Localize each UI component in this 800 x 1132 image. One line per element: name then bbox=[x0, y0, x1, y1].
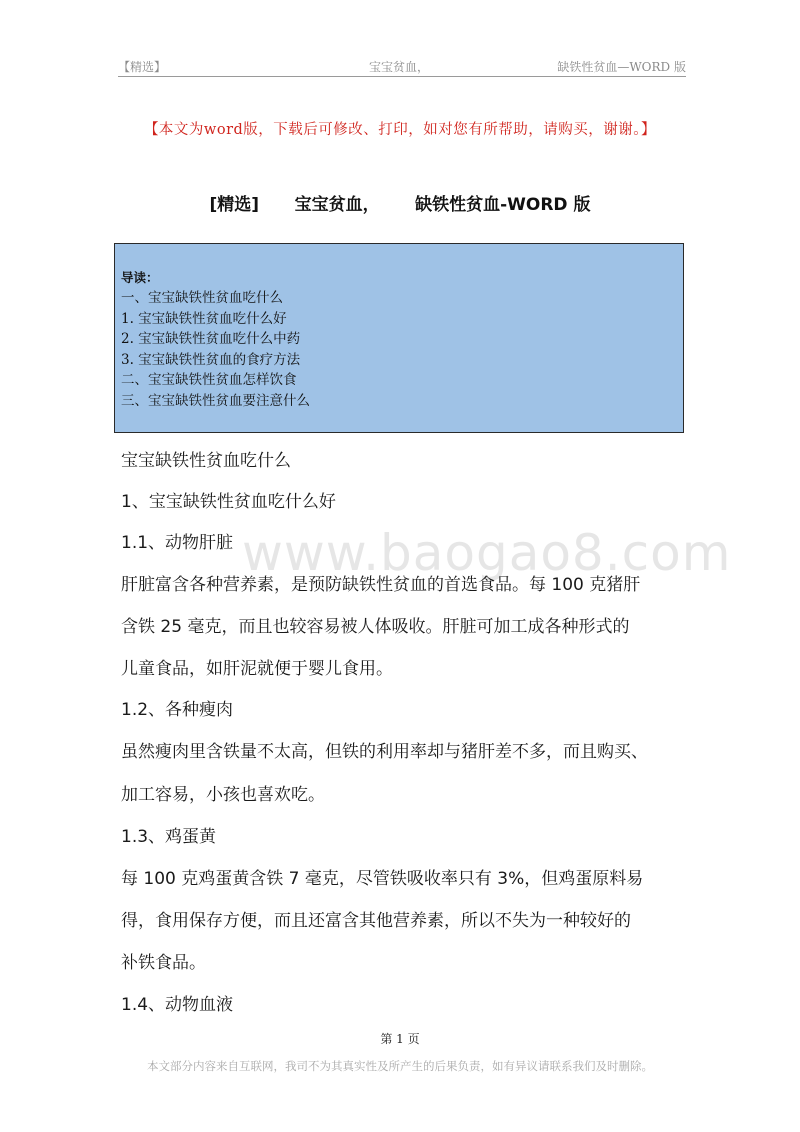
page-header bbox=[118, 56, 686, 77]
subsection-heading: 1、宝宝缺铁性贫血吃什么好 bbox=[121, 492, 336, 512]
paragraph-line: 加工容易，小孩也喜欢吃。 bbox=[121, 785, 325, 805]
paragraph-line: 得，食用保存方便，而且还富含其他营养素，所以不失为一种较好的 bbox=[121, 911, 631, 931]
guide-item: 2. 宝宝缺铁性贫血吃什么中药 bbox=[121, 331, 301, 347]
guide-item: 1. 宝宝缺铁性贫血吃什么好 bbox=[121, 310, 287, 327]
header-right: 缺铁性贫血—WORD 版 bbox=[557, 60, 686, 74]
paragraph-line: 虽然瘦肉里含铁量不太高，但铁的利用率却与猪肝差不多，而且购买、 bbox=[121, 742, 648, 762]
guide-box bbox=[114, 243, 684, 433]
purchase-notice: 【本文为word版，下载后可修改、打印，如对您有所帮助，请购买，谢谢。】 bbox=[143, 122, 657, 138]
guide-item: 三、宝宝缺铁性贫血要注意什么 bbox=[121, 392, 310, 409]
guide-label: 导读： bbox=[121, 270, 159, 285]
page-number: 第 1 页 bbox=[380, 1032, 420, 1046]
item-heading: 1.3、鸡蛋黄 bbox=[121, 827, 217, 847]
guide-item: 二、宝宝缺铁性贫血怎样饮食 bbox=[121, 372, 297, 388]
header-left: 【精选】 bbox=[118, 60, 167, 74]
item-heading: 1.1、动物肝脏 bbox=[121, 533, 234, 553]
watermark: www.baogao8.com bbox=[242, 524, 732, 582]
section-heading: 宝宝缺铁性贫血吃什么 bbox=[121, 451, 291, 471]
header-center: 宝宝贫血， bbox=[369, 60, 430, 74]
document-title: [精选] 宝宝贫血， 缺铁性贫血-WORD 版 bbox=[209, 195, 591, 215]
paragraph-line: 含铁 25 毫克，而且也较容易被人体吸收。肝脏可加工成各种形式的 bbox=[121, 617, 630, 637]
paragraph-line: 每 100 克鸡蛋黄含铁 7 毫克，尽管铁吸收率只有 3%，但鸡蛋原料易 bbox=[121, 869, 644, 889]
paragraph-line: 肝脏富含各种营养素，是预防缺铁性贫血的首选食品。每 100 克猪肝 bbox=[121, 575, 641, 595]
guide-item: 3. 宝宝缺铁性贫血的食疗方法 bbox=[121, 351, 301, 368]
page-footer: 本文部分内容来自互联网，我司不为其真实性及所产生的后果负责，如有异议请联系我们及时删除。 bbox=[147, 1059, 653, 1073]
paragraph-line: 儿童食品，如肝泥就便于婴儿食用。 bbox=[121, 659, 393, 679]
item-heading: 1.4、动物血液 bbox=[121, 995, 234, 1015]
paragraph-line: 补铁食品。 bbox=[121, 953, 206, 973]
guide-item: 一、宝宝缺铁性贫血吃什么 bbox=[121, 290, 283, 306]
item-heading: 1.2、各种瘦肉 bbox=[121, 700, 234, 720]
